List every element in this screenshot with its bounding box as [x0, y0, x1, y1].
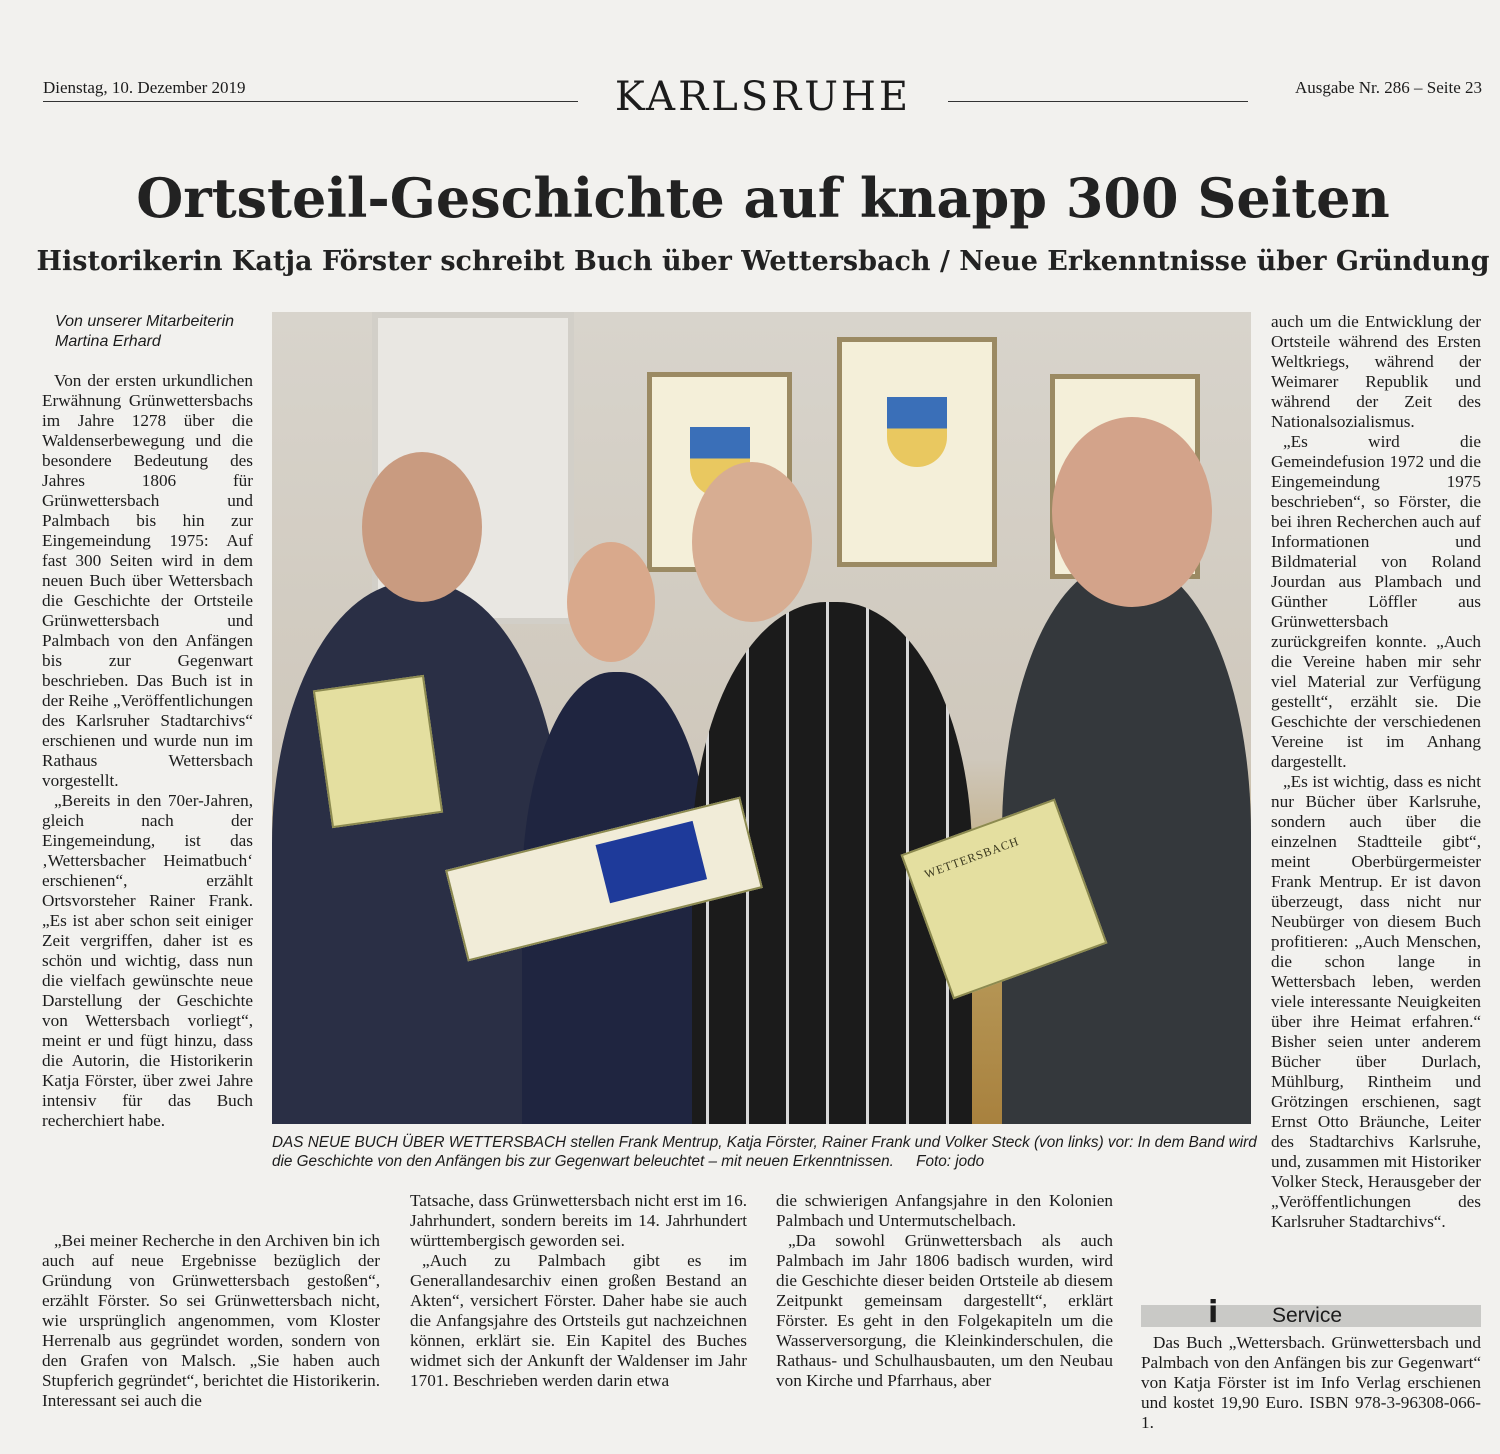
book-page-image [596, 821, 708, 903]
paragraph: „Es ist wichtig, dass es nicht nur Bücher über Karlsruhe, sondern auch über die einzelnen Stadtteile gibt“, meint Oberbürgermeister Frank Mentrup. Er ist davon überzeugt, dass nicht nur Neubürger von diesem Buch profitieren: „Auch Menschen, die schon lange in Wettersbach leben, werden viele interessante Neuigkeiten über ihre Heimat erfahren.“ Bisher seien unter anderem Bücher über Durlach, Mühlburg, Rintheim und Grötzingen erschienen, sagt Ernst Otto Bräunche, Leiter des Stadtarchivs Karlsruhe, und, zusammen mit Historiker Volker Steck, Herausgeber der „Veröffentlichungen des Karlsruher Stadtarchivs“. [1271, 772, 1481, 1231]
paragraph: „Da sowohl Grünwettersbach als auch Palmbach im Jahr 1806 badisch wurden, wird die Geschichte dieser beiden Ortsteile ab diesem Zeitpunkt gemeinsam dargestellt“, erklärt Förster. Es geht in den Folgekapiteln um die Wasserversorgung, die Kleinkinderschulen, die Rathaus- und Schulhausbauten, um den Neubau von Kirche und Pfarrhaus, aber [776, 1231, 1113, 1390]
service-text [1141, 1333, 1481, 1433]
article-column-1b [42, 1231, 380, 1431]
person-2-head [567, 542, 655, 662]
paragraph: „Bei meiner Recherche in den Archiven bin ich auch auf neue Ergebnisse bezüglich der Gründung von Grünwettersbach gestoßen“, erzählt Förster. So sei Grünwettersbach nicht, wie ursprünglich angenommen, vom Kloster Herrenalb aus gegründet worden, sondern von den Grafen von Malsch. „Sie haben auch Stupferich gegründet“, berichtet die Historikerin. Interessant sei auch die [42, 1231, 380, 1410]
article-column-4 [1271, 312, 1481, 1292]
person-4-head [1052, 417, 1212, 607]
person-1-head [362, 452, 482, 602]
paragraph: Das Buch „Wettersbach. Grünwettersbach und Palmbach von den Anfängen bis zur Gegenwart“ von Katja Förster ist im Info Verlag erschienen und kostet 19,90 Euro. ISBN 978-3-96308-066-1. [1141, 1333, 1481, 1432]
book-cover-title: WETTERSBACH [922, 833, 1021, 882]
article-photo [272, 312, 1251, 1124]
article-column-2 [410, 1191, 747, 1431]
book-held-left [313, 675, 443, 828]
paragraph: Von der ersten urkundlichen Erwähnung Grünwettersbachs im Jahre 1278 über die Waldenserbewegung und die besondere Bedeutung des Jahres 1806 für Grünwettersbach und Palmbach bis hin zur Eingemeindung 1975: Auf fast 300 Seiten wird in dem neuen Buch über Wettersbach die Geschichte der Ortsteile Grünwettersbach und Palmbach von den Anfängen bis zur Gegenwart beschrieben. Das Buch ist in der Reihe „Veröffentlichungen des Karlsruher Stadtarchivs“ erschienen und wurde nun im Rathaus Wettersbach vorgestellt. [42, 371, 253, 790]
info-icon: i [1208, 1295, 1219, 1330]
paragraph: „Bereits in den 70er-Jahren, gleich nach der Eingemeindung, ist das ‚Wettersbacher Heimatbuch‘ erschienen“, erzählt Ortsvorsteher Rainer Frank. „Es ist aber schon seit einiger Zeit vergriffen, daher ist es schön und wichtig, dass nun die vielfach gewünschte neue Darstellung der Geschichte von Wettersbach vorliegt“, meint er und fügt hinzu, dass die Autorin, die Historikerin Katja Förster, über zwei Jahre intensiv für das Buch recherchiert habe. [42, 791, 253, 1130]
caption-text: stellen Frank Mentrup, Katja Förster, Rainer Frank und Volker Steck (von links) vor: In dem Band wird die Geschichte von den Anfängen bis zur Gegenwart beleuchtet – mit neuen Erkenntnissen. [272, 1134, 1257, 1170]
subheadline: Historikerin Katja Förster schreibt Buch über Wettersbach / Neue Erkenntnisse über Gründung [36, 246, 1490, 277]
paragraph: die schwierigen Anfangsjahre in den Kolonien Palmbach und Untermutschelbach. [776, 1191, 1113, 1230]
caption-lead: DAS NEUE BUCH ÜBER WETTERSBACH [272, 1134, 567, 1151]
section-title: KARLSRUHE [614, 74, 912, 120]
headline: Ortsteil-Geschichte auf knapp 300 Seiten [136, 166, 1390, 230]
photo-credit: Foto: jodo [916, 1153, 985, 1170]
coat-of-arms-icon [887, 397, 947, 467]
paragraph: „Es wird die Gemeindefusion 1972 und die Eingemeindung 1975 beschrieben“, so Förster, die bei ihren Recherchen auch auf Informationen und Bildmaterial von Roland Jourdan aus Plambach und Günther Löffler aus Grünwettersbach zurückgreifen konnte. „Auch die Vereine haben mir sehr viel Material zur Verfügung gestellt“, erzählt sie. Die Geschichte der verschiedenen Vereine ist im Anhang dargestellt. [1271, 432, 1481, 771]
paragraph: „Auch zu Palmbach gibt es im Generallandesarchiv einen großen Bestand an Akten“, versichert Förster. Daher habe sie auch die Anfangsjahre des Ortsteils gut nachzeichnen können, erklärt sie. Ein Kapitel des Buches widmet sich der Ankunft der Waldenser im Jahr 1701. Beschrieben werden darin etwa [410, 1251, 747, 1390]
header-rule-right [948, 101, 1248, 102]
article-column-1 [42, 371, 253, 1221]
byline-author: Martina Erhard [55, 333, 161, 350]
issue-number: Ausgabe Nr. 286 – Seite 23 [1295, 78, 1482, 97]
issue-date: Dienstag, 10. Dezember 2019 [43, 78, 246, 97]
person-3-head [692, 462, 812, 622]
byline-role: Von unserer Mitarbeiterin [55, 313, 235, 330]
coat-of-arms-frame [837, 337, 997, 567]
paragraph: Tatsache, dass Grünwettersbach nicht erst im 16. Jahrhundert, sondern bereits im 14. Jahrhundert württembergisch geworden sei. [410, 1191, 747, 1250]
byline [55, 312, 265, 352]
service-label: Service [1272, 1304, 1343, 1327]
photo-caption [272, 1133, 1257, 1171]
paragraph: auch um die Entwicklung der Ortsteile während des Ersten Weltkriegs, während der Weimarer Republik und während der Zeit des Nationalsozialismus. [1271, 312, 1481, 431]
article-column-3 [776, 1191, 1113, 1431]
